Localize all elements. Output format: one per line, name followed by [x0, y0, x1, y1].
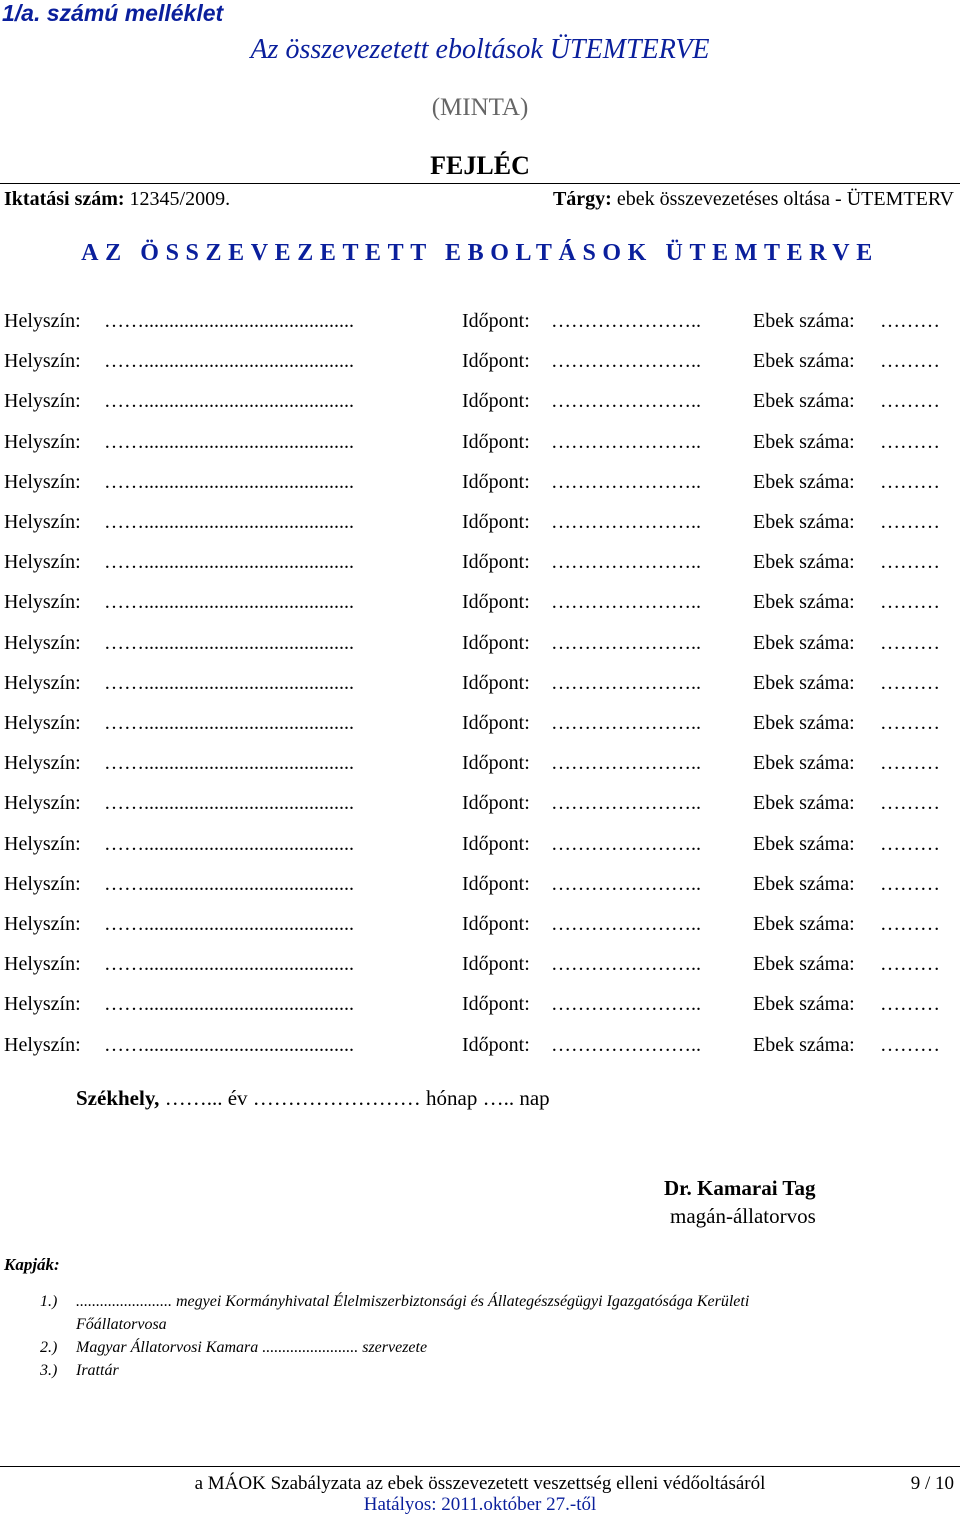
time-blank: ………………….. [551, 551, 701, 574]
location-label: Helyszín: [4, 631, 81, 654]
schedule-row [0, 632, 960, 672]
subject-value: ebek összevezetéses oltása - ÜTEMTERV [616, 188, 954, 210]
count-blank: ……… [880, 792, 940, 815]
location-blank: …….......................................... [104, 792, 354, 815]
schedule-row [0, 833, 960, 873]
seat-date-line [76, 1086, 550, 1111]
time-blank: ………………….. [551, 350, 701, 373]
location-label: Helyszín: [4, 712, 81, 734]
count-label: Ebek száma: [753, 832, 855, 855]
count-label: Ebek száma: [753, 913, 855, 935]
time-blank: ………………….. [551, 470, 701, 493]
subject-label: Tárgy: [552, 188, 612, 210]
time-blank: ………………….. [551, 792, 701, 815]
time-blank: ………………….. [551, 953, 701, 976]
location-label: Helyszín: [4, 470, 81, 493]
time-blank: ………………….. [551, 752, 701, 775]
count-blank: ……… [880, 752, 940, 775]
schedule-row [0, 993, 960, 1033]
location-blank: …….......................................... [104, 872, 354, 895]
count-label: Ebek száma: [753, 631, 855, 654]
count-label: Ebek száma: [753, 511, 855, 533]
page-number: 9 / 10 [910, 1473, 954, 1494]
count-label: Ebek száma: [753, 1033, 855, 1056]
count-blank: ……… [880, 953, 940, 976]
count-blank: ……… [880, 913, 940, 935]
recipient-number: 2.) [40, 1339, 58, 1356]
time-label: Időpont: [462, 832, 530, 855]
time-label: Időpont: [462, 310, 530, 332]
footer-rule [0, 1466, 960, 1467]
location-blank: …….......................................... [104, 511, 354, 533]
time-label: Időpont: [462, 671, 530, 694]
time-label: Időpont: [462, 631, 530, 654]
schedule-row [0, 1034, 960, 1074]
time-label: Időpont: [462, 872, 530, 895]
count-blank: ……… [880, 350, 940, 373]
time-blank: ………………….. [551, 631, 701, 654]
time-label: Időpont: [462, 1033, 530, 1056]
time-label: Időpont: [462, 591, 530, 614]
location-label: Helyszín: [4, 310, 81, 332]
seat-month-label: hónap [426, 1086, 478, 1110]
location-label: Helyszín: [4, 752, 81, 775]
location-blank: …….......................................... [104, 913, 354, 935]
time-label: Időpont: [462, 752, 530, 775]
time-blank: ………………….. [551, 390, 701, 413]
recipient-text: Irattár [76, 1362, 119, 1379]
recipient-item [0, 1339, 960, 1359]
document-title: Az összevezetett eboltások ÜTEMTERVE [250, 34, 710, 65]
time-label: Időpont: [462, 993, 530, 1016]
location-label: Helyszín: [4, 350, 81, 373]
time-label: Időpont: [462, 913, 530, 935]
count-blank: ……… [880, 832, 940, 855]
location-label: Helyszín: [4, 551, 81, 574]
location-label: Helyszín: [4, 792, 81, 815]
schedule-heading: AZ ÖSSZEVEZETETT EBOLTÁSOK ÜTEMTERVE [81, 240, 879, 266]
location-label: Helyszín: [4, 872, 81, 895]
recipient-item [0, 1293, 960, 1313]
sample-label: (MINTA) [431, 94, 529, 121]
footer-title: a MÁOK Szabályzata az ebek összevezetett veszettség elleni védőoltásáról [194, 1473, 766, 1494]
count-blank: ……… [880, 671, 940, 694]
recipient-item-continued [0, 1316, 960, 1336]
schedule-row [0, 712, 960, 752]
time-blank: ………………….. [551, 310, 701, 332]
count-label: Ebek száma: [753, 671, 855, 694]
count-blank: ……… [880, 310, 940, 332]
time-blank: ………………….. [551, 832, 701, 855]
count-label: Ebek száma: [753, 953, 855, 976]
count-label: Ebek száma: [753, 993, 855, 1016]
count-label: Ebek száma: [753, 591, 855, 614]
schedule-row [0, 591, 960, 631]
count-blank: ……… [880, 511, 940, 533]
time-label: Időpont: [462, 712, 530, 734]
count-blank: ……… [880, 430, 940, 453]
schedule-row [0, 390, 960, 430]
seat-label: Székhely, [76, 1086, 160, 1110]
recipient-text-line2: Főállatorvosa [76, 1316, 167, 1333]
location-label: Helyszín: [4, 832, 81, 855]
time-label: Időpont: [462, 511, 530, 533]
time-blank: ………………….. [551, 591, 701, 614]
schedule-row [0, 431, 960, 471]
count-blank: ……… [880, 712, 940, 734]
seat-year-label: év [227, 1086, 248, 1110]
effective-date: Hatályos: 2011.október 27.-től [363, 1494, 597, 1515]
recipient-item [0, 1362, 960, 1382]
location-label: Helyszín: [4, 390, 81, 413]
location-blank: …….......................................... [104, 470, 354, 493]
header-section-label: FEJLÉC [430, 151, 530, 180]
schedule-row [0, 913, 960, 953]
signer-role: magán-állatorvos [670, 1204, 816, 1228]
seat-day-label: nap [519, 1086, 550, 1110]
location-blank: …….......................................... [104, 430, 354, 453]
location-blank: …….......................................... [104, 832, 354, 855]
count-blank: ……… [880, 470, 940, 493]
count-label: Ebek száma: [753, 872, 855, 895]
location-label: Helyszín: [4, 430, 81, 453]
schedule-row [0, 350, 960, 390]
location-label: Helyszín: [4, 591, 81, 614]
reference-number [4, 188, 230, 211]
count-blank: ……… [880, 551, 940, 574]
count-label: Ebek száma: [753, 752, 855, 775]
location-blank: …….......................................... [104, 712, 354, 734]
count-label: Ebek száma: [753, 551, 855, 574]
count-blank: ……… [880, 631, 940, 654]
location-label: Helyszín: [4, 511, 81, 533]
time-blank: ………………….. [551, 1033, 701, 1056]
time-blank: ………………….. [551, 511, 701, 533]
count-label: Ebek száma: [753, 792, 855, 815]
location-blank: …….......................................... [104, 350, 354, 373]
location-blank: …….......................................... [104, 752, 354, 775]
annex-number: 1/a. számú melléklet [2, 0, 224, 26]
location-label: Helyszín: [4, 993, 81, 1016]
header-rule [0, 183, 960, 184]
recipient-text: ........................ megyei Kormányhivatal Élelmiszerbiztonsági és Állategészségügyi Igazgatósága Kerületi [76, 1293, 750, 1310]
reference-value: 12345/2009. [129, 188, 231, 210]
location-blank: …….......................................... [104, 671, 354, 694]
time-label: Időpont: [462, 470, 530, 493]
schedule-row [0, 310, 960, 350]
location-label: Helyszín: [4, 671, 81, 694]
location-blank: …….......................................... [104, 631, 354, 654]
count-label: Ebek száma: [753, 470, 855, 493]
signer-name: Dr. Kamarai Tag [664, 1176, 816, 1200]
location-blank: …….......................................... [104, 310, 354, 332]
schedule-row [0, 752, 960, 792]
time-label: Időpont: [462, 430, 530, 453]
count-label: Ebek száma: [753, 430, 855, 453]
location-label: Helyszín: [4, 1033, 81, 1056]
time-blank: ………………….. [551, 993, 701, 1016]
time-label: Időpont: [462, 551, 530, 574]
count-blank: ……… [880, 591, 940, 614]
schedule-row [0, 551, 960, 591]
count-label: Ebek száma: [753, 390, 855, 413]
location-blank: …….......................................... [104, 993, 354, 1016]
location-blank: …….......................................... [104, 1033, 354, 1056]
subject [553, 188, 954, 211]
time-label: Időpont: [462, 792, 530, 815]
reference-label: Iktatási szám: [4, 188, 125, 210]
seat-day-blank: ….. [482, 1086, 515, 1110]
time-blank: ………………….. [551, 671, 701, 694]
schedule-row [0, 672, 960, 712]
schedule-row [0, 471, 960, 511]
time-blank: ………………….. [551, 872, 701, 895]
schedule-row [0, 953, 960, 993]
count-label: Ebek száma: [753, 712, 855, 734]
recipient-text: Magyar Állatorvosi Kamara ........................ szervezete [76, 1339, 428, 1356]
time-label: Időpont: [462, 350, 530, 373]
time-label: Időpont: [462, 390, 530, 413]
time-label: Időpont: [462, 953, 530, 976]
seat-month-blank: …………………… [252, 1086, 421, 1110]
count-blank: ……… [880, 993, 940, 1016]
time-blank: ………………….. [551, 712, 701, 734]
count-label: Ebek száma: [753, 350, 855, 373]
recipients-label: Kapják: [4, 1255, 60, 1274]
time-blank: ………………….. [551, 430, 701, 453]
count-blank: ……… [880, 390, 940, 413]
schedule-row [0, 873, 960, 913]
location-blank: …….......................................... [104, 591, 354, 614]
location-label: Helyszín: [4, 953, 81, 976]
location-blank: …….......................................... [104, 390, 354, 413]
location-label: Helyszín: [4, 913, 81, 935]
recipient-number: 3.) [40, 1362, 58, 1379]
location-blank: …….......................................... [104, 551, 354, 574]
recipient-number: 1.) [40, 1293, 58, 1310]
count-blank: ……… [880, 872, 940, 895]
schedule-row [0, 792, 960, 832]
location-blank: …….......................................... [104, 953, 354, 976]
count-label: Ebek száma: [753, 310, 855, 332]
count-blank: ……… [880, 1033, 940, 1056]
time-blank: ………………….. [551, 913, 701, 935]
schedule-row [0, 511, 960, 551]
seat-year-blank: ……... [164, 1086, 223, 1110]
